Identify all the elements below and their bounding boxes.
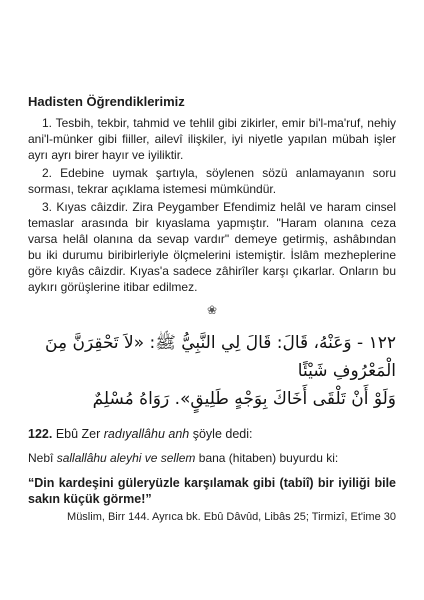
flower-divider-icon: ❀ bbox=[206, 303, 218, 317]
prophet-post: bana (hitaben) buyurdu ki: bbox=[195, 451, 339, 465]
hadith-quote: “Din kardeşini güleryüzle karşılamak gibi (tabiî) bir iyiliği bile sakın küçük görme!” bbox=[28, 476, 396, 506]
narrator-honorific: radıyallâhu anh bbox=[103, 427, 190, 441]
lesson-paragraph-1: 1. Tesbih, tekbir, tahmid ve tehlil gibi zikirler, emir bi'l-ma'ruf, nehiy ani'l-münker gibi fiiller, ailevî ilişkiler, iyi niyetle yapılan mübah işler ayrı ayrı birer hayır ve iyiliktir. bbox=[28, 116, 396, 162]
prophet-pre: Nebî bbox=[28, 451, 57, 465]
lesson-paragraph-3: 3. Kıyas câizdir. Zira Peygamber Efendimiz helâl ve haram cinsel temaslar arasında bir kıyaslama yapmıştır. "Haram olanına ceza varsa helâl olanına da sevap vardır" demeye getirmiş, ashâbından bu iki durumu biribirleriyle ölçmelerini istemiştir. İslâm mezheplerine göre kıyâs câizdir. Kıyas'a sadece zâhirîler karşı çıkarlar. Onların bu aykırı görüşlerine itibar edilmez. bbox=[28, 200, 396, 294]
arabic-line-1: ١٢٢ - وَعَنْهُ، قَالَ: قَالَ لِي النَّبِيُّ ﷺ: «لاَ تَحْقِرَنَّ مِنَ الْمَعْرُوفِ شَيْئًا bbox=[45, 333, 396, 381]
arabic-hadith-text bbox=[28, 329, 396, 413]
narrator-pre: Ebû Zer bbox=[55, 427, 104, 441]
narrator-post: şöyle dedi: bbox=[189, 427, 253, 441]
hadith-reference: Müslim, Birr 144. Ayrıca bk. Ebû Dâvûd, Libâs 25; Tirmizî, Et'ime 30 bbox=[67, 511, 396, 523]
hadith-number: 122. bbox=[28, 427, 53, 441]
lesson-paragraph-2: 2. Edebine uymak şartıyla, söylenen sözü anlamayanın soru sorması, tekrar açıklama istemesi mümkündür. bbox=[28, 166, 396, 196]
prophet-line bbox=[28, 451, 396, 465]
page-content bbox=[28, 94, 396, 523]
prophet-salutation: sallallâhu aleyhi ve sellem bbox=[56, 451, 196, 465]
section-heading: Hadisten Öğrendiklerimiz bbox=[28, 94, 185, 109]
arabic-line-2: وَلَوْ أَنْ تَلْقَى أَخَاكَ بِوَجْهٍ طَلِيقٍ». رَوَاهُ مُسْلِمٌ bbox=[92, 389, 396, 409]
hadith-narrator-line bbox=[28, 427, 396, 441]
